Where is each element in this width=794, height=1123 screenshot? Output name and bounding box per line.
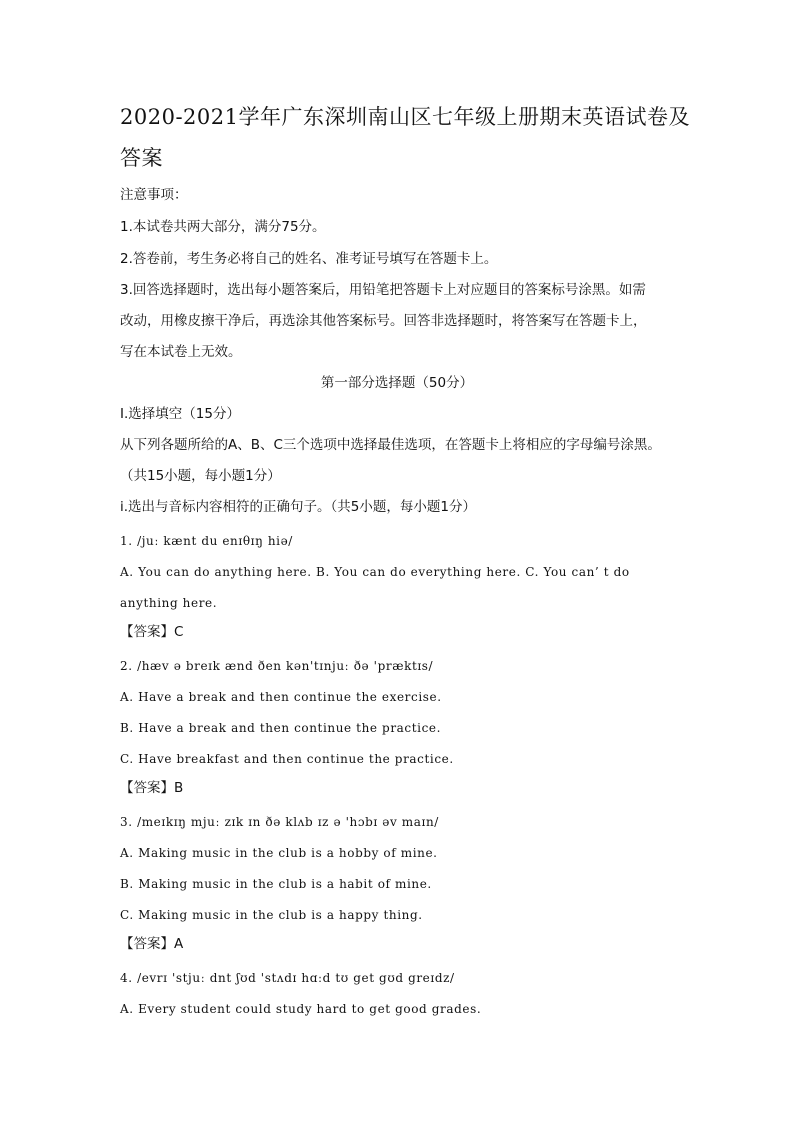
q2-phonetic: 2. /hæv ə breɪk ænd ðen kən'tɪnjuː ðə 'præktɪs/ [120, 659, 434, 673]
note-2: 2.答卷前，考生务必将自己的姓名、准考证号填写在答题卡上。 [120, 251, 498, 267]
part1-heading: 第一部分选择题（50分） [320, 375, 474, 391]
notes-heading: 注意事项： [120, 187, 188, 203]
q3-option-c: C. Making music in the club is a happy thing. [120, 908, 423, 922]
section1-heading: Ⅰ.选择填空（15分） [120, 406, 240, 422]
section1-instruction: 从下列各题所给的A、B、C三个选项中选择最佳选项，在答题卡上将相应的字母编号涂黑。 [120, 437, 661, 453]
q1-options-line2: anything here. [120, 596, 218, 610]
note-1: 1.本试卷共两大部分，满分75分。 [120, 219, 326, 235]
subsection-i-heading: i.选出与音标内容相符的正确句子。（共5小题，每小题1分） [120, 499, 476, 515]
exam-title-line2: 答案 [120, 146, 163, 170]
q4-phonetic: 4. /evrɪ 'stjuː dnt ʃʊd 'stʌdɪ hɑːd tʊ get gʊd greɪdz/ [120, 971, 455, 985]
q2-option-b: B. Have a break and then continue the practice. [120, 721, 442, 735]
q4-option-a: A. Every student could study hard to get good grades. [120, 1002, 482, 1016]
q1-options-line1: A. You can do anything here. B. You can do everything here. C. You can’ t do [120, 565, 630, 579]
section1-count: （共15小题，每小题1分） [120, 468, 281, 484]
q2-option-c: C. Have breakfast and then continue the practice. [120, 752, 454, 766]
q2-answer: 【答案】B [120, 780, 184, 796]
q3-answer: 【答案】A [120, 936, 184, 952]
q1-phonetic: 1. /juː kænt du enɪθɪŋ hiə/ [120, 534, 293, 548]
q1-answer: 【答案】C [120, 624, 184, 640]
note-3-line2: 改动，用橡皮擦干净后，再选涂其他答案标号。回答非选择题时，将答案写在答题卡上， [120, 313, 647, 329]
note-3-line1: 3.回答选择题时，选出每小题答案后，用铅笔把答题卡上对应题目的答案标号涂黑。如需 [120, 282, 646, 298]
q3-option-b: B. Making music in the club is a habit of mine. [120, 877, 432, 891]
q3-option-a: A. Making music in the club is a hobby of mine. [120, 846, 438, 860]
q2-option-a: A. Have a break and then continue the exercise. [120, 690, 442, 704]
note-3-line3: 写在本试卷上无效。 [120, 344, 242, 360]
exam-title-line1: 2020-2021学年广东深圳南山区七年级上册期末英语试卷及 [120, 105, 690, 129]
q3-phonetic: 3. /meɪkɪŋ mjuː zɪk ɪn ðə klʌb ɪz ə 'hɔbɪ əv maɪn/ [120, 815, 439, 829]
